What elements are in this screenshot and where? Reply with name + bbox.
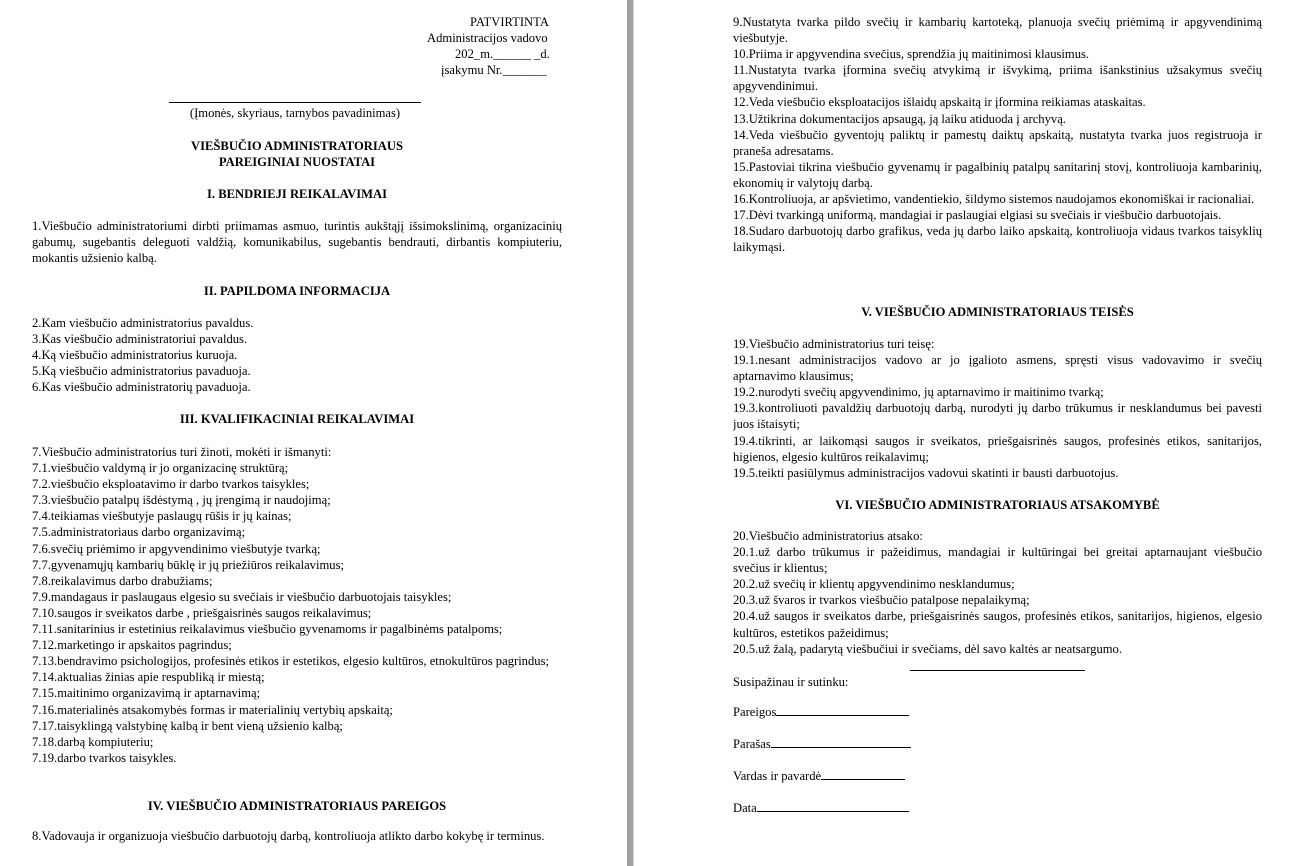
list-item: 7.19.darbo tvarkos taisykles. [32, 750, 177, 765]
document-page-left [32, 0, 562, 866]
list-item: 19.4.tikrinti, ar laikomąsi saugos ir sveikatos, priešgaisrinės saugos, profesinės etikos, sanitarijos, higienos, elgesio kultūros reikalavimų; [733, 433, 1262, 464]
page-divider-edge [633, 0, 634, 866]
list-item: 8.Vadovauja ir organizuoja viešbučio darbuotojų darbą, kontroliuoja atlikto darbo kokybę ir terminus. [32, 829, 545, 843]
section-heading-duties: IV. VIEŠBUČIO ADMINISTRATORIAUS PAREIGOS [147, 799, 447, 813]
approval-title: PATVIRTINTA [470, 15, 549, 29]
section-responsibility-body [733, 528, 1262, 657]
approval-authority: Administracijos vadovo [427, 31, 548, 46]
list-item: 20.Viešbučio administratorius atsako: [733, 529, 923, 543]
date-row [733, 799, 909, 816]
list-item: 16.Kontroliuoja, ar apšvietimo, vandentiekio, šildymo sistemos naudojamos ekonomiškai ir racionaliai. [733, 192, 1255, 207]
list-item: 19.2.nurodyti svečių apgyvendinimo, jų aptarnavimo ir maitinimo tvarką; [733, 385, 1104, 400]
list-item: 7.Viešbučio administratorius turi žinoti, mokėti ir išmanyti: [32, 445, 332, 459]
section-additional-info-body [32, 315, 562, 395]
list-item: 7.11.sanitarinius ir estetinius reikalavimus viešbučio gyvenamoms ir pagalbinėms patalpoms; [32, 622, 503, 637]
list-item: 7.17.taisyklingą valstybinę kalbą ir bent vieną užsienio kalbą; [32, 718, 343, 733]
list-item: 7.15.maitinimo organizavimą ir aptarnavimą; [32, 686, 261, 701]
acknowledgement-intro: Susipažinau ir sutinku: [733, 675, 849, 689]
document-title: VIEŠBUČIO ADMINISTRATORIAUS [191, 139, 403, 153]
list-item: 7.13.bendravimo psichologijos, profesinės etikos ir estetikos, elgesio kultūros, etnokultūros pagrindus; [32, 654, 549, 669]
list-item: 7.7.gyvenamųjų kambarių būklę ir jų priežiūros reikalavimus; [32, 557, 344, 572]
company-name-line [169, 102, 421, 103]
position-blank-line [776, 703, 909, 716]
section-qualification-body [32, 444, 562, 766]
approval-block [414, 14, 562, 78]
section-heading-rights: V. VIEŠBUČIO ADMINISTRATORIAUS TEISĖS [861, 305, 1134, 319]
list-item: 17.Dėvi tvarkingą uniformą, mandagiai ir paslaugiai elgiasi su svečiais ir viešbučio darbuotojais. [733, 208, 1222, 223]
company-name-caption: (Įmonės, skyriaus, tarnybos pavadinimas) [189, 106, 401, 120]
list-item: 11.Nustatyta tvarka įformina svečių atvykimą ir išvykimą, priima išankstinius užsakymus svečių apgyvendinimui. [733, 63, 1262, 94]
list-item: 7.6.svečių priėmimo ir apgyvendinimo viešbutyje tvarką; [32, 541, 321, 556]
name-surname-label: Vardas ir pavardė [733, 769, 822, 783]
date-label: Data [733, 801, 757, 815]
list-item: 19.3.kontroliuoti pavaldžių darbuotojų darbą, nurodyti jų darbo trūkumus ir nesklandumus bei pavesti juos ištaisyti; [733, 401, 1262, 432]
section-heading-qualification: III. KVALIFIKACINIAI REIKALAVIMAI [179, 412, 415, 426]
list-item: 7.16.materialinės atsakomybės formas ir materialinių vertybių apskaitą; [32, 702, 393, 717]
section-duties-body-left [32, 828, 562, 844]
list-item: 20.1.už darbo trūkumus ir pažeidimus, mandagiai ir kultūringai bei greitai aptarnaujant viešbučio svečius ir klientus; [733, 545, 1262, 576]
section-general-body [32, 218, 562, 266]
section-heading-responsibility: VI. VIEŠBUČIO ADMINISTRATORIAUS ATSAKOMYBĖ [835, 498, 1160, 512]
list-item: 7.10.saugos ir sveikatos darbe , priešgaisrinės saugos reikalavimus; [32, 605, 372, 620]
list-item: 7.8.reikalavimus darbo drabužiams; [32, 573, 213, 588]
end-separator-line [910, 670, 1085, 671]
section-heading-general: I. BENDRIEJI REIKALAVIMAI [207, 187, 387, 201]
list-item: 4.Ką viešbučio administratorius kuruoja. [32, 348, 238, 363]
list-item: 19.Viešbučio administratorius turi teisę: [733, 337, 935, 351]
list-item: 20.4.už saugos ir sveikatos darbe, priešgaisrinės saugos, profesinės etikos, sanitarijos, higienos, elgesio kultūros, estetikos pažeidimus; [733, 609, 1262, 640]
list-item: 19.1.nesant administracijos vadovo ar jo įgalioto asmens, spręsti visus vadovavimo ir svečių aptarnavimo klausimus; [733, 353, 1262, 384]
list-item: 7.5.administratoriaus darbo organizavimą; [32, 525, 246, 540]
list-item: 5.Ką viešbučio administratorius pavaduoja. [32, 364, 251, 379]
position-label: Pareigos [733, 705, 777, 719]
list-item: 18.Sudaro darbuotojų darbo grafikus, veda jų darbo laiko apskaitą, kontroliuoja vidaus tvarkos taisyklių laikymąsi. [733, 224, 1262, 255]
name-surname-blank-line [821, 767, 905, 780]
date-blank-line [757, 799, 909, 812]
list-item: 20.5.už žalą, padarytą viešbučiui ir svečiams, dėl savo kaltės ar neatsargumo. [733, 641, 1122, 656]
list-item: 20.3.už švaros ir tvarkos viešbučio patalpose nepalaikymą; [733, 593, 1030, 608]
document-subtitle: PAREIGINIAI NUOSTATAI [218, 155, 376, 169]
list-item: 12.Veda viešbučio eksploatacijos išlaidų apskaitą ir įformina reikiamas ataskaitas. [733, 95, 1146, 110]
list-item: 10.Priima ir apgyvendina svečius, sprendžia jų maitinimosi klausimus. [733, 47, 1090, 62]
approval-date: 202_m.______ _d. [455, 47, 550, 62]
approval-order-number: įsakymu Nr._______ [441, 63, 547, 78]
list-item: 7.1.viešbučio valdymą ir jo organizacinę struktūrą; [32, 461, 289, 476]
signature-blank-line [771, 735, 911, 748]
list-item: 7.4.teikiamas viešbutyje paslaugų rūšis ir jų kainas; [32, 509, 292, 524]
section-heading-additional-info: II. PAPILDOMA INFORMACIJA [203, 284, 391, 298]
list-item: 7.12.marketingo ir apskaitos pagrindus; [32, 638, 232, 653]
list-item: 2.Kam viešbučio administratorius pavaldus. [32, 316, 254, 330]
list-item: 15.Pastoviai tikrina viešbučio gyvenamų ir pagalbinių patalpų sanitarinį stovį, kontroliuoja kambarinių, ekonomių ir valytojų darbą. [733, 159, 1262, 190]
list-item: 19.5.teikti pasiūlymus administracijos vadovui skatinti ir bausti darbuotojus. [733, 465, 1119, 480]
section-rights-body [733, 336, 1262, 481]
list-item: 9.Nustatyta tvarka pildo svečių ir kambarių kartoteką, planuoja svečių priėmimą ir apgyvendinimą viešbutyje. [733, 15, 1262, 46]
list-item: 14.Veda viešbučio gyventojų paliktų ir pamestų daiktų apskaitą, nustatyta tvarka juos registruoja ir praneša adresatams. [733, 127, 1262, 158]
signature-row [733, 735, 911, 752]
list-item: 7.2.viešbučio eksploatavimo ir darbo tvarkos taisykles; [32, 477, 310, 492]
position-signature-row [733, 703, 909, 720]
list-item: 1.Viešbučio administratoriumi dirbti priimamas asmuo, turintis aukštąjį išsimokslinimą, organizacinių gabumų, sugebantis deleguoti valdžią, komunikabilus, sugebantis bendrauti, dirbantis kompiuteriu, mokantis užsienio kalbą. [32, 219, 562, 266]
section-duties-body-right [733, 14, 1262, 255]
list-item: 7.3.viešbučio patalpų išdėstymą , jų įrengimą ir naudojimą; [32, 493, 331, 508]
name-surname-row [733, 767, 905, 784]
list-item: 7.9.mandagaus ir paslaugaus elgesio su svečiais ir viešbučio darbuotojais taisykles; [32, 589, 452, 604]
list-item: 20.2.už svečių ir klientų apgyvendinimo nesklandumus; [733, 577, 1015, 592]
list-item: 13.Užtikrina dokumentacijos apsaugą, ją laiku atiduoda į archyvą. [733, 111, 1066, 126]
document-page-right [733, 0, 1262, 866]
list-item: 7.14.aktualias žinias apie respubliką ir miestą; [32, 670, 265, 685]
list-item: 3.Kas viešbučio administratoriui pavaldus. [32, 332, 248, 347]
list-item: 7.18.darbą kompiuteriu; [32, 734, 154, 749]
list-item: 6.Kas viešbučio administratorių pavaduoja. [32, 380, 251, 395]
signature-label: Parašas [733, 737, 771, 751]
